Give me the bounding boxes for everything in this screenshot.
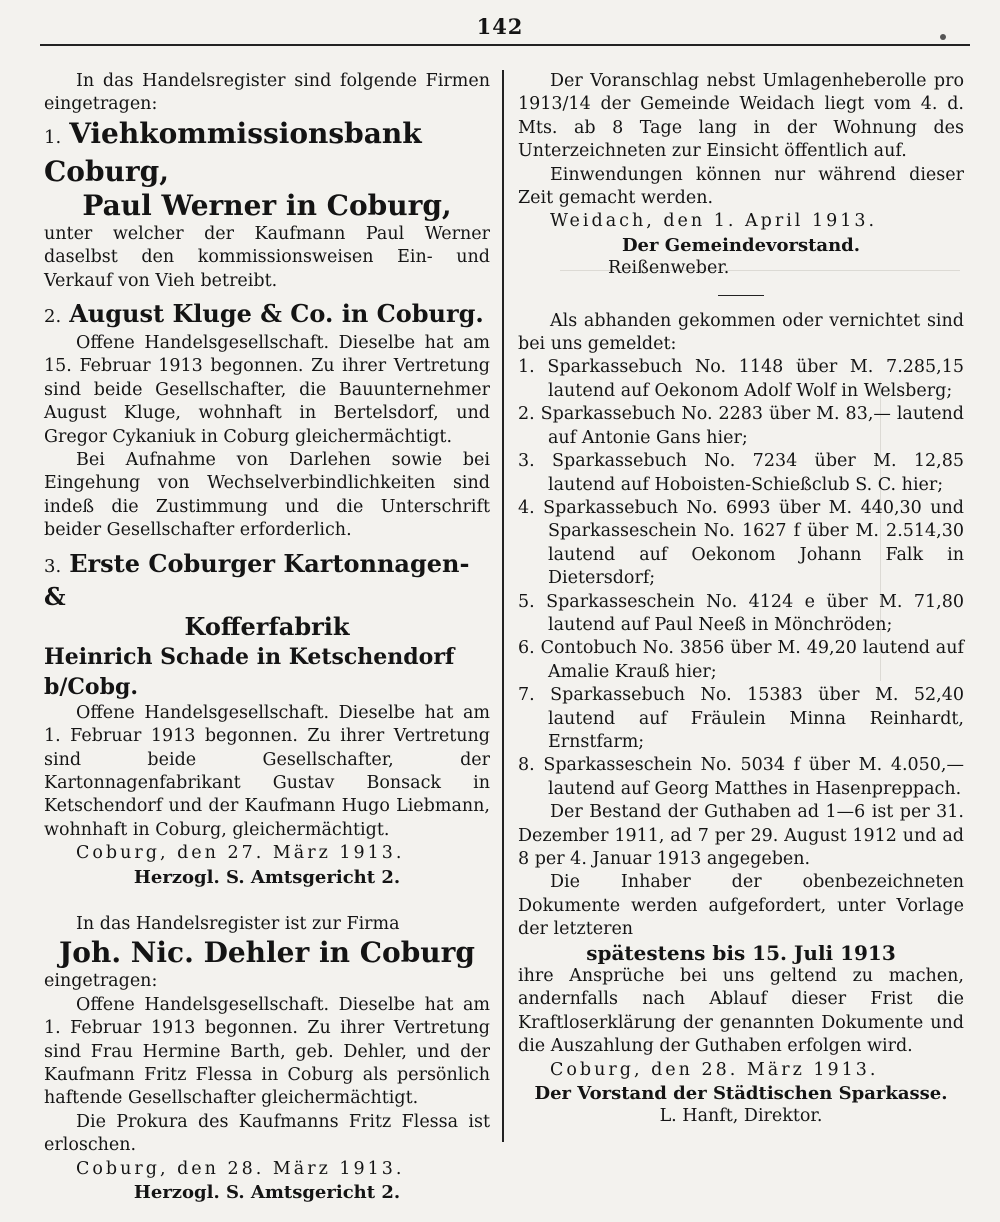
page-number: 142 bbox=[476, 14, 524, 39]
register-intro: In das Handelsregister sind folgende Firmen eingetragen: bbox=[44, 71, 490, 115]
list-item: 8. Sparkasseschein No. 5034 f über M. 4.050,— lautend auf Georg Matthes in Hasenpreppach. bbox=[518, 755, 964, 799]
notice-text: Der Bestand der Guthaben ad 1—6 ist per 31. Dezember 1911, ad 7 per 29. August 1912 und ad 8 per 4. Januar 1913 angegeben. bbox=[518, 802, 964, 869]
signatory-name: L. Hanft, Direktor. bbox=[659, 1106, 823, 1127]
register-intro: In das Handelsregister ist zur Firma bbox=[76, 913, 400, 934]
entry-number: 3. bbox=[44, 555, 62, 577]
section-separator bbox=[718, 295, 764, 296]
left-column bbox=[44, 70, 490, 1204]
deadline: spätestens bis 15. Juli 1913 bbox=[586, 940, 896, 965]
savings-notice bbox=[518, 310, 964, 1129]
notice-text: Als abhanden gekommen oder vernichtet sind bei uns gemeldet: bbox=[518, 310, 964, 355]
notice-text: Der Voranschlag nebst Umlagenheberolle pro 1913/14 der Gemeinde Weidach liegt vom 4. d. Mts. ab 8 Tage lang in der Wohnung des Unterzeichneten zur Einsicht öffentlich auf. bbox=[518, 71, 964, 162]
entry-number: 1. bbox=[44, 126, 62, 148]
list-item: 7. Sparkassebuch No. 15383 über M. 52,40 lautend auf Fräulein Minna Reinhardt, Ernstfarm; bbox=[518, 685, 964, 752]
notice-text: ihre Ansprüche bei uns geltend zu machen, andernfalls nach Ablauf dieser Frist die Kraftloserklärung der genannten Dokumente und die Auszahlung der Guthaben erfolgen wird. bbox=[518, 966, 964, 1057]
firm-name: Heinrich Schade in Ketschendorf b/Cobg. bbox=[44, 643, 455, 700]
list-item: 6. Contobuch No. 3856 über M. 49,20 lautend auf Amalie Krauß hier; bbox=[518, 638, 964, 682]
firm-name: Viehkommissionsbank Coburg, bbox=[44, 116, 422, 188]
entry-text: Offene Handelsgesellschaft. Dieselbe hat am 1. Februar 1913 begonnen. Zu ihrer Vertretung sind Frau Hermine Barth, geb. Dehler, und der Kaufmann Fritz Flessa in Coburg als persönlich haftende Gesellschafter gleichermächtigt. bbox=[44, 994, 490, 1109]
entry-2 bbox=[44, 299, 490, 543]
firm-name: Joh. Nic. Dehler in Coburg bbox=[59, 936, 475, 970]
right-column bbox=[518, 70, 964, 1129]
notice-date: Weidach, den 1. April 1913. bbox=[550, 211, 878, 232]
entry-text: Bei Aufnahme von Darlehen sowie bei Eingehung von Wechselverbindlichkeiten sind indeß die Zustimmung und die Unterschrift beider Gesellschafter erforderlich. bbox=[44, 450, 490, 541]
list-item: 2. Sparkassebuch No. 2283 über M. 83,— lautend auf Antonie Gans hier; bbox=[518, 404, 964, 448]
entry-text: unter welcher der Kaufmann Paul Werner daselbst den kommissionsweisen Ein- und Verkauf von Vieh betreibt. bbox=[44, 223, 490, 291]
notice-text: Die Inhaber der obenbezeichneten Dokumente werden aufgefordert, unter Vorlage der letzteren bbox=[518, 872, 964, 940]
firm-name: Kofferfabrik bbox=[184, 611, 350, 641]
court-signature: Herzogl. S. Amtsgericht 2. bbox=[133, 1182, 401, 1203]
signatory-name: Reißenweber. bbox=[608, 258, 730, 279]
court-signature: Herzogl. S. Amtsgericht 2. bbox=[133, 866, 401, 888]
entry-1 bbox=[44, 117, 490, 293]
notice-text: Einwendungen können nur während dieser Zeit gemacht werden. bbox=[518, 164, 964, 209]
list-item: 3. Sparkassebuch No. 7234 über M. 12,85 lautend auf Hoboisten-Schießclub S. C. hier; bbox=[518, 451, 964, 495]
ink-dot bbox=[940, 34, 946, 40]
firm-name: Erste Coburger Kartonnagen- & bbox=[44, 548, 470, 611]
column-divider bbox=[502, 70, 504, 1142]
entry-text: Die Prokura des Kaufmanns Fritz Flessa ist erloschen. bbox=[44, 1111, 490, 1156]
list-item: 4. Sparkassebuch No. 6993 über M. 440,30 und Sparkasseschein No. 1627 f über M. 2.514,30 lautend auf Oekonom Johann Falk in Dietersdorf; bbox=[518, 497, 964, 589]
entry-dehler bbox=[44, 913, 490, 1204]
entry-3 bbox=[44, 549, 490, 889]
firm-name: Paul Werner in Coburg, bbox=[82, 188, 452, 222]
notice-date: Coburg, den 28. März 1913. bbox=[550, 1059, 879, 1080]
entry-text: Offene Handelsgesellschaft. Dieselbe hat am 1. Februar 1913 begonnen. Zu ihrer Vertretung sind beide Gesellschafter, der Kartonnagenfabrikant Gustav Bonsack in Ketschendorf und der Kaufmann Hugo Liebmann, wohnhaft in Coburg, gleichermächtigt. bbox=[44, 702, 490, 840]
budget-notice bbox=[518, 70, 964, 281]
firm-name: August Kluge & Co. in Coburg. bbox=[69, 299, 484, 329]
header-rule bbox=[40, 44, 970, 46]
list-item: 5. Sparkasseschein No. 4124 e über M. 71,80 lautend auf Paul Neeß in Mönchröden; bbox=[518, 591, 964, 635]
entry-text: Offene Handelsgesellschaft. Dieselbe hat am 15. Februar 1913 begonnen. Zu ihrer Vertretung sind beide Gesellschafter, die Bauunternehmer August Kluge, wohnhaft in Bertelsdorf, und Gregor Cykaniuk in Coburg gleichermächtigt. bbox=[44, 333, 490, 447]
list-item: 1. Sparkassebuch No. 1148 über M. 7.285,15 lautend auf Oekonom Adolf Wolf in Welsberg; bbox=[518, 357, 964, 401]
savings-bank-signature: Der Vorstand der Städtischen Sparkasse. bbox=[534, 1083, 948, 1105]
council-signature: Der Gemeindevorstand. bbox=[621, 234, 861, 256]
notice-date: Coburg, den 27. März 1913. bbox=[76, 843, 405, 864]
entry-number: 2. bbox=[44, 306, 62, 328]
notice-date: Coburg, den 28. März 1913. bbox=[76, 1158, 405, 1179]
register-intro: eingetragen: bbox=[44, 971, 158, 992]
